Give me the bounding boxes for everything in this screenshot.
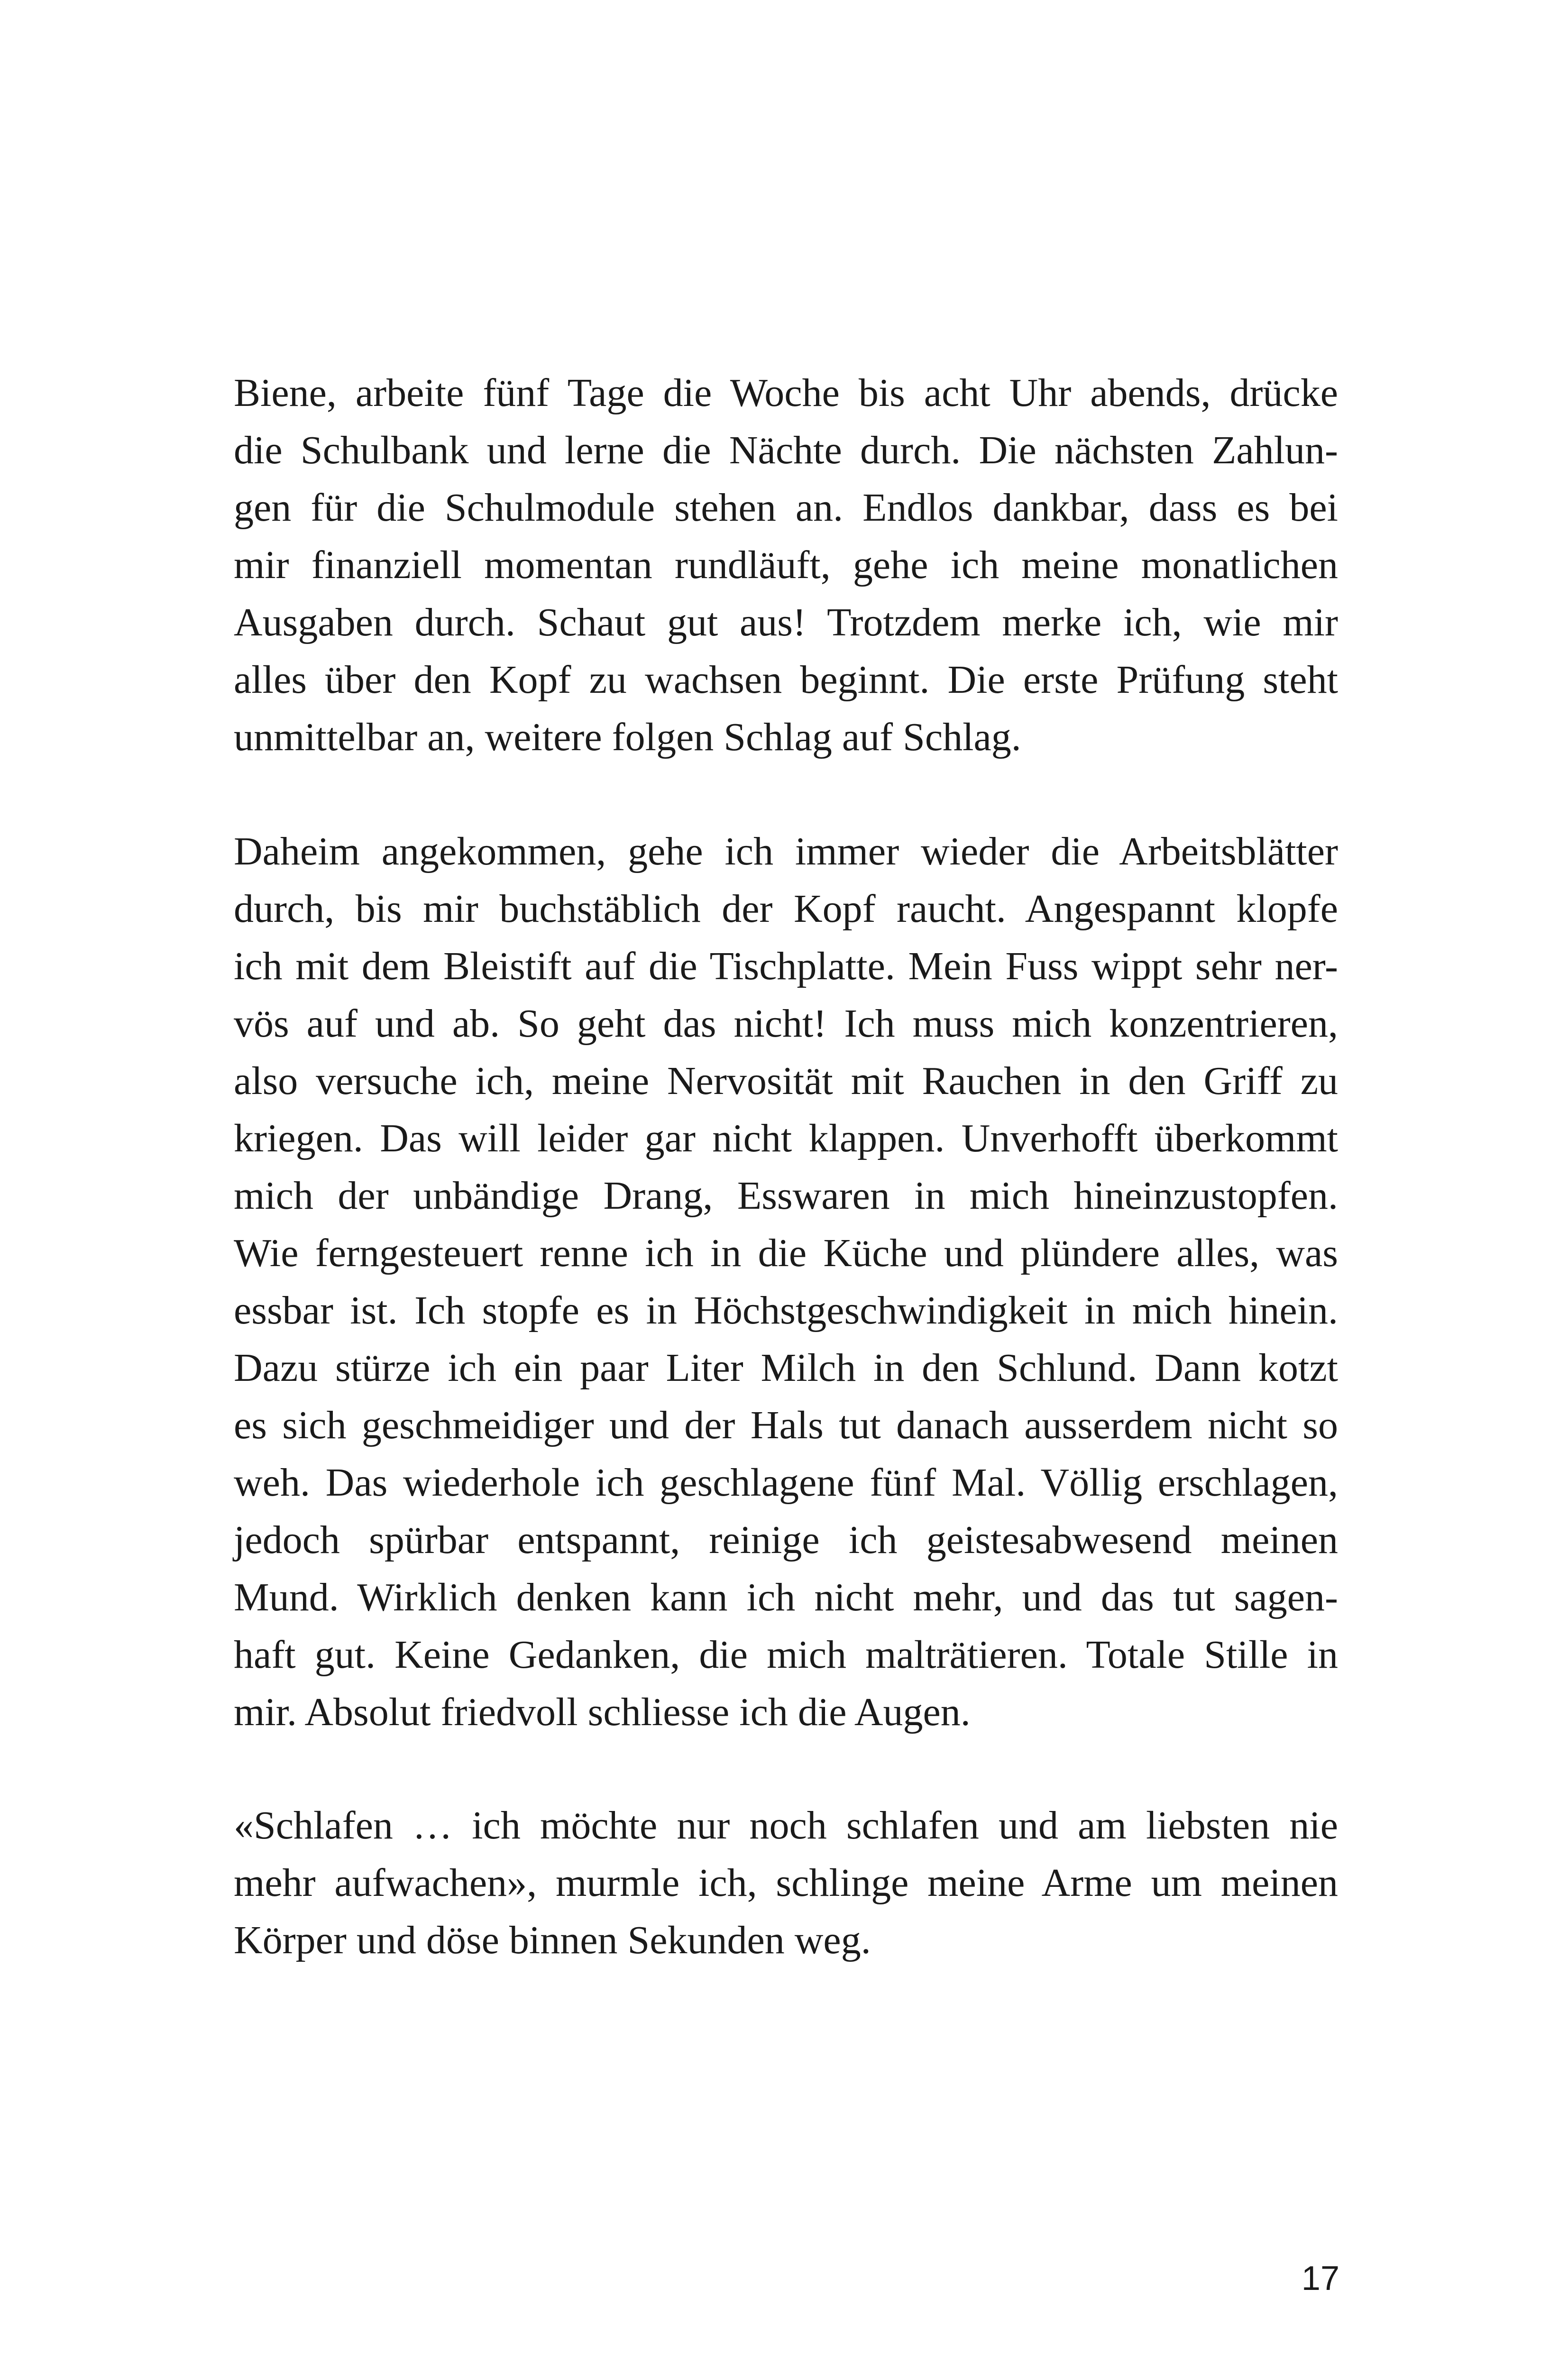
text-line: also versuche ich, meine Nervosität mit Rauchen in den Griff zu xyxy=(234,1059,1338,1103)
text-line: Daheim angekommen, gehe ich immer wieder die Arbeitsblätter xyxy=(234,829,1338,873)
text-line: Biene, arbeite fünf Tage die Woche bis acht Uhr abends, drücke xyxy=(234,371,1338,415)
text-line: Mund. Wirklich denken kann ich nicht mehr, und das tut sagen- xyxy=(234,1575,1338,1619)
text-line: «Schlafen … ich möchte nur noch schlafen und am liebsten nie xyxy=(234,1803,1338,1847)
text-line: haft gut. Keine Gedanken, die mich malträtieren. Totale Stille in xyxy=(234,1633,1338,1677)
text-line: mir finanziell momentan rundläuft, gehe ich meine monatlichen xyxy=(234,543,1338,587)
text-line: alles über den Kopf zu wachsen beginnt. Die erste Prüfung steht xyxy=(234,658,1338,702)
text-line: durch, bis mir buchstäblich der Kopf raucht. Angespannt klopfe xyxy=(234,887,1338,931)
text-line: unmittelbar an, weitere folgen Schlag auf Schlag. xyxy=(234,715,1021,759)
text-line: Dazu stürze ich ein paar Liter Milch in den Schlund. Dann kotzt xyxy=(234,1346,1338,1390)
text-line: weh. Das wiederhole ich geschlagene fünf Mal. Völlig erschlagen, xyxy=(234,1461,1338,1505)
text-line: es sich geschmeidiger und der Hals tut danach ausserdem nicht so xyxy=(234,1403,1338,1447)
text-line: die Schulbank und lerne die Nächte durch. Die nächsten Zahlun- xyxy=(234,428,1338,472)
text-line: essbar ist. Ich stopfe es in Höchstgeschwindigkeit in mich hinein. xyxy=(234,1288,1338,1333)
page-number: 17 xyxy=(1301,2260,1339,2297)
text-line: mir. Absolut friedvoll schliesse ich die Augen. xyxy=(234,1690,971,1734)
text-line: ich mit dem Bleistift auf die Tischplatte. Mein Fuss wippt sehr ner- xyxy=(234,944,1338,988)
text-line: kriegen. Das will leider gar nicht klappen. Unverhofft überkommt xyxy=(234,1116,1338,1160)
text-line: Ausgaben durch. Schaut gut aus! Trotzdem merke ich, wie mir xyxy=(234,600,1338,644)
text-line: mich der unbändige Drang, Esswaren in mich hineinzustopfen. xyxy=(234,1174,1338,1218)
paragraph-1 xyxy=(234,364,1338,766)
text-line: Körper und döse binnen Sekunden weg. xyxy=(234,1918,871,1962)
paragraph-3 xyxy=(234,1797,1338,1969)
text-line: vös auf und ab. So geht das nicht! Ich muss mich konzentrieren, xyxy=(234,1002,1338,1046)
text-line: Wie ferngesteuert renne ich in die Küche und plündere alles, was xyxy=(234,1231,1338,1275)
text-line: jedoch spürbar entspannt, reinige ich geistesabwesend meinen xyxy=(234,1518,1338,1562)
paragraph-2 xyxy=(234,823,1338,1741)
text-line: mehr aufwachen», murmle ich, schlinge meine Arme um meinen xyxy=(234,1861,1338,1905)
text-line: gen für die Schulmodule stehen an. Endlos dankbar, dass es bei xyxy=(234,486,1338,530)
